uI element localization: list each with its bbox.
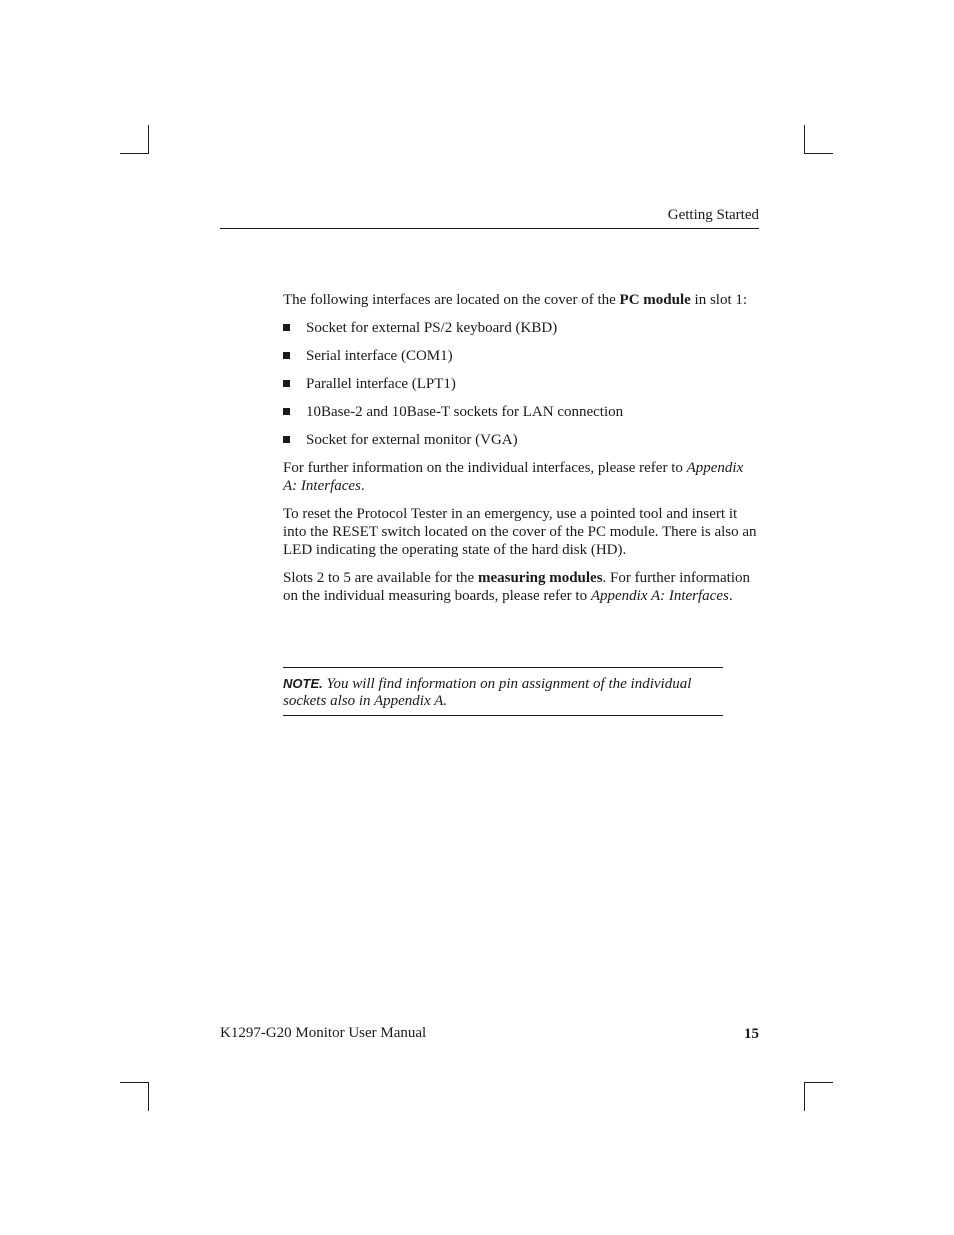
further-info-paragraph: For further information on the individual interfaces, please refer to Appendix A: Interfaces.: [283, 460, 744, 494]
list-item: 10Base-2 and 10Base-T sockets for LAN connection: [283, 403, 758, 421]
interface-list: [283, 319, 758, 449]
reset-paragraph: To reset the Protocol Tester in an emergency, use a pointed tool and insert it into the RESET switch located on the cover of the PC module. There is also an LED indicating the operating state of the hard disk (HD).: [283, 506, 757, 558]
crop-mark-top-right-horizontal: [804, 153, 833, 154]
list-item: Socket for external monitor (VGA): [283, 431, 758, 449]
crop-mark-bottom-right-horizontal: [804, 1082, 833, 1083]
square-bullet-icon: [283, 408, 290, 415]
crop-mark-bottom-left-horizontal: [120, 1082, 149, 1083]
measuring-modules-term: measuring modules: [477, 570, 603, 586]
appendix-reference: Appendix A: Interfaces: [283, 460, 744, 494]
slots-paragraph: Slots 2 to 5 are available for the measuring modules. For further information on the individual measuring boards, please refer to Appendix A: Interfaces.: [283, 570, 751, 604]
crop-mark-top-right-vertical: [804, 125, 805, 154]
note-label: NOTE.: [283, 676, 323, 691]
crop-mark-top-left-horizontal: [120, 153, 149, 154]
appendix-reference: Appendix A: Interfaces: [590, 588, 729, 604]
list-item: Socket for external PS/2 keyboard (KBD): [283, 319, 758, 337]
pc-module-term: PC module: [619, 292, 691, 308]
list-item: Parallel interface (LPT1): [283, 375, 758, 393]
running-header: Getting Started: [667, 207, 759, 223]
page-number: 15: [744, 1026, 759, 1042]
square-bullet-icon: [283, 324, 290, 331]
crop-mark-top-left-vertical: [148, 125, 149, 154]
footer-manual-title: K1297-G20 Monitor User Manual: [220, 1025, 427, 1041]
note-box: [283, 667, 723, 716]
square-bullet-icon: [283, 352, 290, 359]
intro-paragraph: The following interfaces are located on the cover of the PC module in slot 1:: [283, 292, 748, 308]
square-bullet-icon: [283, 436, 290, 443]
crop-mark-bottom-left-vertical: [148, 1082, 149, 1111]
header-rule: [220, 228, 759, 229]
list-item: Serial interface (COM1): [283, 347, 758, 365]
note-text: You will find information on pin assignment of the individual sockets also in Appendix A.: [283, 676, 692, 709]
square-bullet-icon: [283, 380, 290, 387]
body-text: [283, 291, 758, 615]
crop-mark-bottom-right-vertical: [804, 1082, 805, 1111]
